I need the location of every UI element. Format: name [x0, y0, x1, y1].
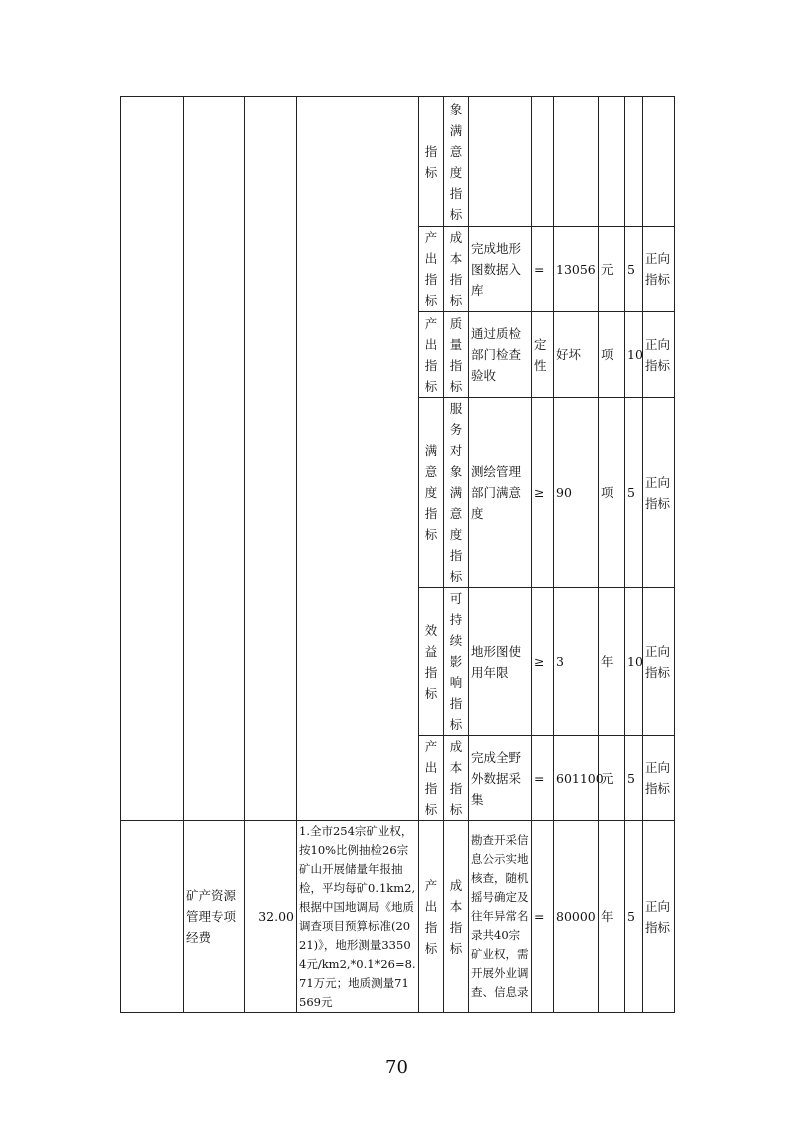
level2-indicator: 服务对象满意度指标: [444, 398, 469, 588]
blank-cell: [121, 821, 184, 1013]
unit: [599, 97, 625, 227]
level1-indicator: 产出指标: [419, 227, 444, 312]
level2-indicator: 质量指标: [444, 312, 469, 398]
unit: 元: [599, 736, 625, 821]
weight: 5: [625, 398, 643, 588]
performance-indicator-table: [120, 96, 675, 1013]
blank-cell: [245, 97, 297, 821]
symbol: =: [532, 821, 554, 1013]
level2-indicator: 可持续影响指标: [444, 588, 469, 736]
target-value: [554, 97, 599, 227]
symbol: =: [532, 736, 554, 821]
symbol: 定性: [532, 312, 554, 398]
direction: 正向指标: [643, 821, 675, 1013]
symbol: ≥: [532, 588, 554, 736]
target-value: 90: [554, 398, 599, 588]
direction: 正向指标: [643, 227, 675, 312]
direction: 正向指标: [643, 312, 675, 398]
project-amount: 32.00: [245, 821, 297, 1013]
indicator-name: 地形图使用年限: [469, 588, 532, 736]
level2-indicator: 象满意度指标: [444, 97, 469, 227]
level1-indicator: 产出指标: [419, 736, 444, 821]
indicator-name: [469, 97, 532, 227]
unit: 年: [599, 821, 625, 1013]
level2-indicator: 成本指标: [444, 821, 469, 1013]
unit: 年: [599, 588, 625, 736]
level1-indicator: 效益指标: [419, 588, 444, 736]
target-value: 13056: [554, 227, 599, 312]
target-value: 3: [554, 588, 599, 736]
symbol: ≥: [532, 398, 554, 588]
weight: 10: [625, 312, 643, 398]
direction: 正向指标: [643, 588, 675, 736]
level1-indicator: 产出指标: [419, 821, 444, 1013]
target-value: 80000: [554, 821, 599, 1013]
blank-cell: [297, 97, 419, 821]
target-value: 好坏: [554, 312, 599, 398]
direction: 正向指标: [643, 736, 675, 821]
weight: 5: [625, 227, 643, 312]
level1-indicator: 产出指标: [419, 312, 444, 398]
weight: 5: [625, 736, 643, 821]
direction: [643, 97, 675, 227]
unit: 元: [599, 227, 625, 312]
level2-indicator: 成本指标: [444, 736, 469, 821]
blank-cell: [184, 97, 245, 821]
symbol: [532, 97, 554, 227]
level1-indicator: 指标: [419, 97, 444, 227]
level2-indicator: 成本指标: [444, 227, 469, 312]
target-value: 601100: [554, 736, 599, 821]
project-description: 1.全市254宗矿业权，按10%比例抽检26宗矿山开展储量年报抽检，平均每矿0.1km2,根据中国地调局《地质调查项目预算标准(2021)》，地形测量33504元/km2,*0.1*26=8.71万元；地质测量71569元: [297, 821, 419, 1013]
indicator-name: 完成地形图数据入库: [469, 227, 532, 312]
indicator-name: 测绘管理部门满意度: [469, 398, 532, 588]
weight: [625, 97, 643, 227]
table-row: [121, 97, 675, 227]
indicator-name: 勘查开采信息公示实地核查，随机摇号确定及往年异常名录共40宗矿业权，需开展外业调查、信息录: [469, 821, 532, 1013]
weight: 10: [625, 588, 643, 736]
project-row: [121, 821, 675, 1013]
level1-indicator: 满意度指标: [419, 398, 444, 588]
direction: 正向指标: [643, 398, 675, 588]
weight: 5: [625, 821, 643, 1013]
unit: 项: [599, 398, 625, 588]
indicator-name: 通过质检部门检查验收: [469, 312, 532, 398]
blank-cell: [121, 97, 184, 821]
symbol: =: [532, 227, 554, 312]
indicator-name: 完成全野外数据采集: [469, 736, 532, 821]
project-name: 矿产资源管理专项经费: [184, 821, 245, 1013]
page-number: 70: [385, 1057, 408, 1078]
unit: 项: [599, 312, 625, 398]
